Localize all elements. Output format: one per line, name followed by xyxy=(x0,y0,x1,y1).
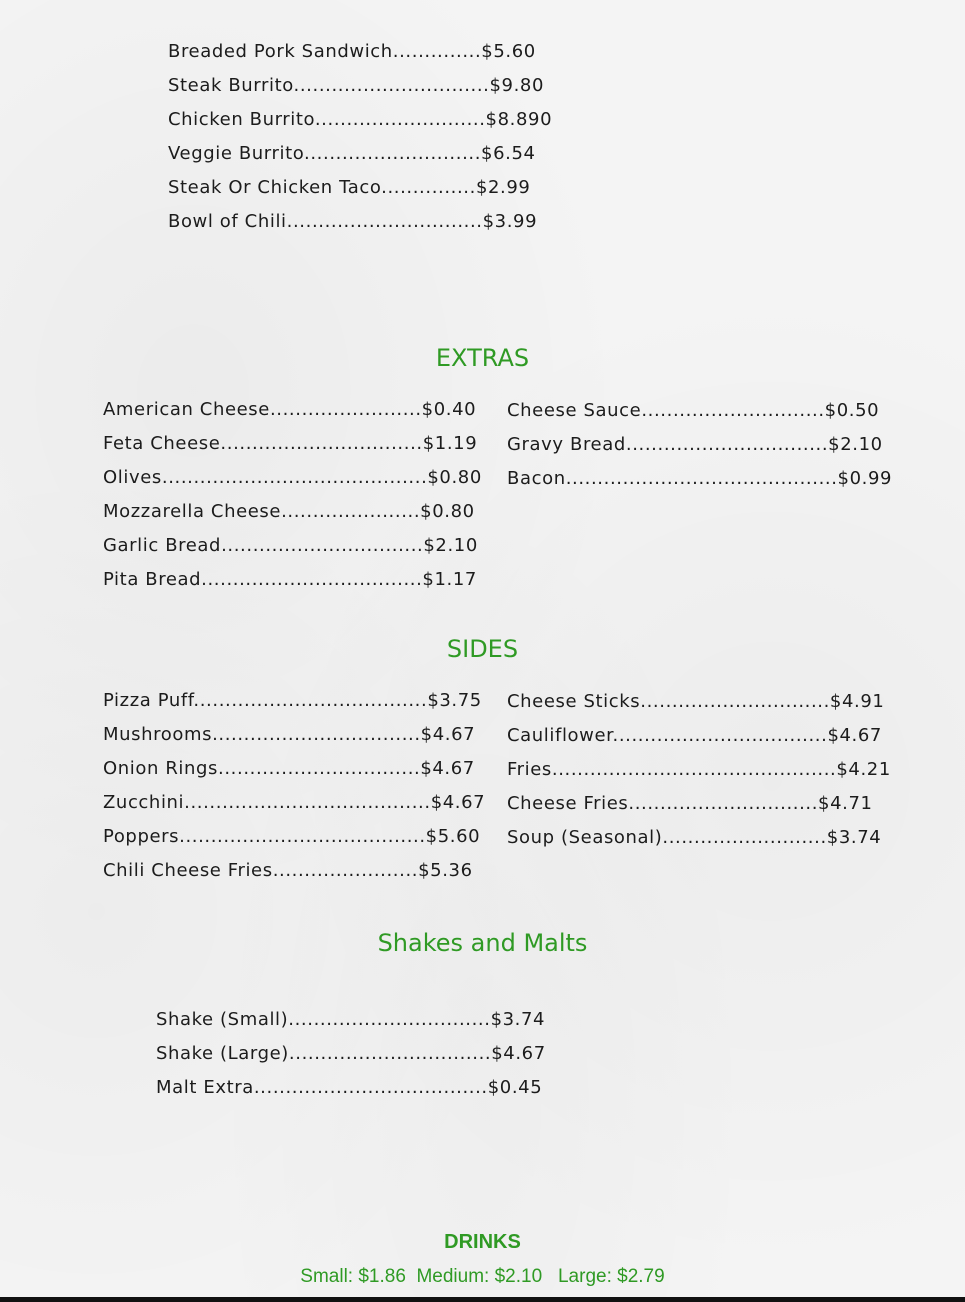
menu-item: Veggie Burrito............................$6.54 xyxy=(168,143,536,164)
menu-item: Cauliflower..................................$4.67 xyxy=(507,725,882,746)
menu-item: Gravy Bread................................$2.10 xyxy=(507,434,883,455)
section-title-sides: SIDES xyxy=(446,635,519,663)
menu-item: Chili Cheese Fries.......................$5.36 xyxy=(103,860,473,881)
menu-item: Poppers.......................................$5.60 xyxy=(103,826,481,847)
menu-item: Chicken Burrito...........................$8.890 xyxy=(168,109,553,130)
menu-item: Steak Burrito...............................$9.80 xyxy=(168,75,545,96)
menu-item: Fries.............................................$4.21 xyxy=(507,759,891,780)
menu-item: Cheese Sauce.............................$0.50 xyxy=(507,400,880,421)
menu-item: Olives..........................................$0.80 xyxy=(103,467,482,488)
menu-item: Bowl of Chili...............................$3.99 xyxy=(168,211,538,232)
menu-item: Bacon...........................................$0.99 xyxy=(507,468,893,489)
menu-item: Malt Extra.....................................$0.45 xyxy=(156,1077,543,1098)
menu-item: Mushrooms.................................$4.67 xyxy=(103,724,476,745)
drink-prices: Small: $1.86 Medium: $2.10 Large: $2.79 xyxy=(300,1266,665,1287)
menu-item: Pizza Puff.....................................$3.75 xyxy=(103,690,482,711)
section-title-extras: EXTRAS xyxy=(435,344,530,372)
bottom-border xyxy=(0,1297,965,1302)
menu-item: Shake (Large)................................$4.67 xyxy=(156,1043,546,1064)
menu-item: Zucchini.......................................$4.67 xyxy=(103,792,486,813)
menu-item: Breaded Pork Sandwich..............$5.60 xyxy=(168,41,536,62)
menu-item: Feta Cheese................................$1.19 xyxy=(103,433,478,454)
menu-item: Pita Bread...................................$1.17 xyxy=(103,569,477,590)
section-title-drinks: DRINKS xyxy=(444,1231,521,1253)
section-title-shakes: Shakes and Malts xyxy=(377,929,588,957)
menu-item: Garlic Bread................................$2.10 xyxy=(103,535,478,556)
menu-item: Cheese Fries..............................$4.71 xyxy=(507,793,873,814)
menu-item: Soup (Seasonal)..........................$3.74 xyxy=(507,827,882,848)
menu-item: Shake (Small)................................$3.74 xyxy=(156,1009,546,1030)
menu-item: Steak Or Chicken Taco...............$2.99 xyxy=(168,177,531,198)
menu-item: American Cheese........................$0.40 xyxy=(103,399,477,420)
menu-item: Cheese Sticks..............................$4.91 xyxy=(507,691,885,712)
menu-item: Mozzarella Cheese......................$0.80 xyxy=(103,501,475,522)
menu-item: Onion Rings................................$4.67 xyxy=(103,758,475,779)
